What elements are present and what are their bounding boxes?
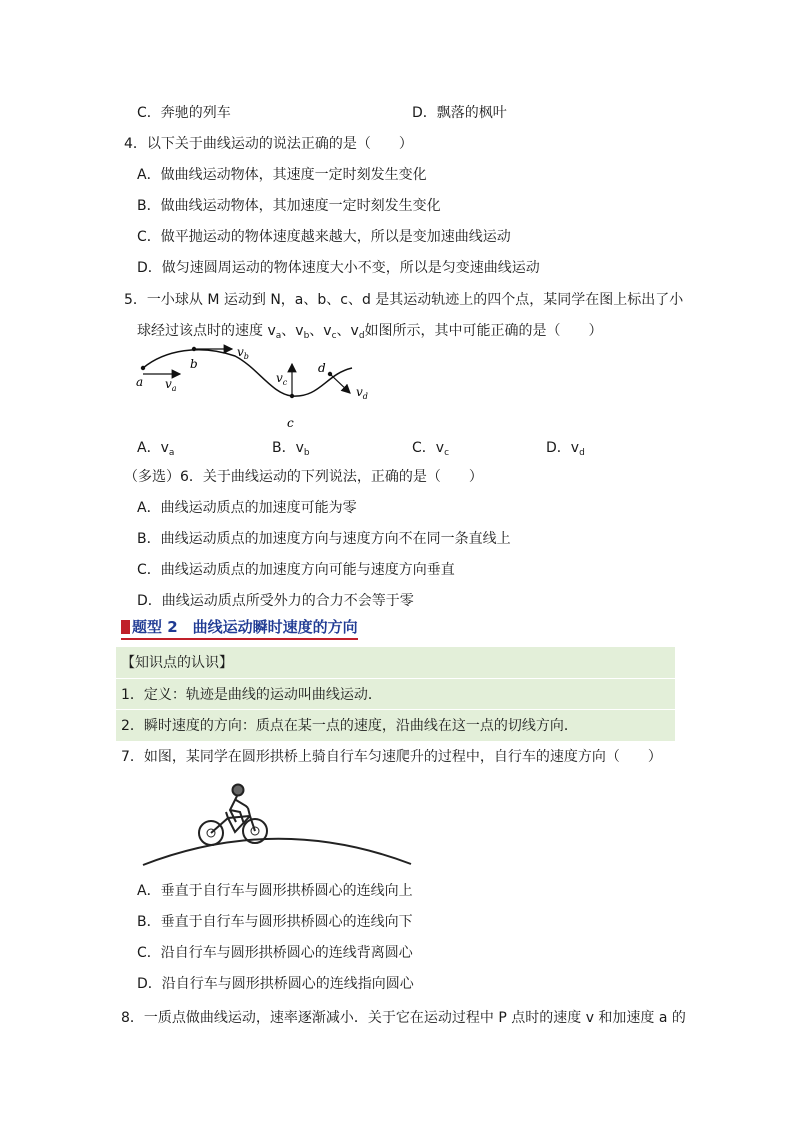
divider bbox=[116, 709, 675, 710]
q6-stem: （多选）6．关于曲线运动的下列说法，正确的是（ ） bbox=[124, 469, 483, 485]
q5-option-b-prefix: B．v bbox=[272, 440, 304, 456]
q5-stem-sub-a: a bbox=[275, 331, 282, 341]
divider bbox=[116, 678, 675, 679]
q5-option-a bbox=[137, 438, 174, 463]
q5-option-b-sub: b bbox=[303, 448, 310, 458]
q7-option-d: D．沿自行车与圆形拱桥圆心的连线指向圆心 bbox=[137, 976, 414, 992]
label-v: v bbox=[276, 371, 283, 385]
q4-option-a: A．做曲线运动物体，其速度一定时刻发生变化 bbox=[137, 167, 427, 183]
q7-option-a: A．垂直于自行车与圆形拱桥圆心的连线向上 bbox=[137, 883, 413, 899]
label-d: d bbox=[318, 361, 326, 375]
q7-bridge-figure bbox=[140, 780, 415, 868]
knowledge-item-definition: 1．定义：轨迹是曲线的运动叫曲线运动． bbox=[121, 687, 382, 703]
q4-option-b: B．做曲线运动物体，其加速度一定时刻发生变化 bbox=[137, 198, 441, 214]
label-a: a bbox=[136, 375, 144, 389]
label-va-sub: a bbox=[171, 384, 177, 393]
q5-option-a-prefix: A．v bbox=[137, 440, 169, 456]
q5-option-b bbox=[272, 438, 310, 463]
q5-stem-sub-c: c bbox=[331, 331, 337, 341]
q5-stem-sep: 、v bbox=[336, 323, 359, 339]
q8-stem: 8．一质点做曲线运动，速率逐渐减小．关于它在运动过程中 P 点时的速度 v 和加速度 a 的 bbox=[121, 1010, 686, 1026]
q4-option-d: D．做匀速圆周运动的物体速度大小不变，所以是匀变速曲线运动 bbox=[137, 260, 540, 276]
q3-option-d: D．飘落的枫叶 bbox=[412, 105, 507, 121]
q5-option-c bbox=[412, 438, 449, 463]
label-c: c bbox=[287, 416, 294, 430]
q5-option-c-prefix: C．v bbox=[412, 440, 445, 456]
label-vd bbox=[356, 385, 368, 401]
q6-option-a: A．曲线运动质点的加速度可能为零 bbox=[137, 500, 357, 516]
label-vb bbox=[237, 345, 249, 361]
q5-stem-line2 bbox=[137, 321, 603, 346]
q7-option-c: C．沿自行车与圆形拱桥圆心的连线背离圆心 bbox=[137, 945, 413, 961]
q5-option-d-sub: d bbox=[579, 448, 585, 458]
knowledge-title: 【知识点的认识】 bbox=[121, 655, 233, 671]
section-heading bbox=[121, 616, 358, 638]
velocity-arrow-d bbox=[330, 374, 350, 393]
label-v: v bbox=[356, 385, 363, 399]
q6-option-d: D．曲线运动质点所受外力的合力不会等于零 bbox=[137, 593, 414, 609]
q5-option-a-sub: a bbox=[168, 448, 175, 458]
q5-option-d bbox=[546, 438, 585, 463]
q4-stem: 4．以下关于曲线运动的说法正确的是（ ） bbox=[124, 136, 413, 152]
q5-stem-suffix: 如图所示，其中可能正确的是（ ） bbox=[364, 323, 603, 339]
knowledge-item-velocity-direction: 2．瞬时速度的方向：质点在某一点的速度，沿曲线在这一点的切线方向． bbox=[121, 718, 578, 734]
q5-stem-prefix: 球经过该点时的速度 v bbox=[137, 323, 276, 339]
q4-option-c: C．做平抛运动的物体速度越来越大，所以是变加速曲线运动 bbox=[137, 229, 511, 245]
q6-option-b: B．曲线运动质点的加速度方向与速度方向不在同一条直线上 bbox=[137, 531, 511, 547]
label-vd-sub: d bbox=[362, 392, 368, 401]
label-vc-sub: c bbox=[282, 378, 288, 387]
label-v: v bbox=[237, 345, 244, 359]
point-a bbox=[141, 366, 145, 370]
section-title: 题型 2 曲线运动瞬时速度的方向 bbox=[132, 618, 358, 636]
label-va bbox=[165, 377, 177, 393]
cyclist-icon bbox=[199, 785, 267, 846]
label-vc bbox=[276, 371, 288, 387]
q6-option-c: C．曲线运动质点的加速度方向可能与速度方向垂直 bbox=[137, 562, 455, 578]
q5-stem-sep: 、v bbox=[281, 323, 304, 339]
q5-option-c-sub: c bbox=[444, 448, 450, 458]
q5-stem-sub-d: d bbox=[358, 331, 365, 341]
q5-stem-sub-b: b bbox=[303, 331, 310, 341]
q5-trajectory-figure bbox=[130, 344, 380, 434]
q5-option-d-prefix: D．v bbox=[546, 440, 580, 456]
label-b: b bbox=[190, 357, 198, 371]
label-vb-sub: b bbox=[243, 352, 249, 361]
rider-head bbox=[233, 785, 244, 796]
knowledge-box bbox=[116, 647, 675, 741]
q7-stem: 7．如图，某同学在圆形拱桥上骑自行车匀速爬升的过程中，自行车的速度方向（ ） bbox=[121, 749, 662, 765]
q7-option-b: B．垂直于自行车与圆形拱桥圆心的连线向下 bbox=[137, 914, 413, 930]
heading-marker-icon bbox=[121, 620, 130, 634]
q5-stem-line1: 5．一小球从 M 运动到 N，a、b、c、d 是其运动轨迹上的四个点，某同学在图上标出了小 bbox=[124, 292, 684, 308]
arch-bridge bbox=[143, 839, 411, 865]
label-v: v bbox=[165, 377, 172, 391]
q3-option-c: C．奔驰的列车 bbox=[137, 105, 231, 121]
q5-stem-sep: 、v bbox=[309, 323, 332, 339]
heading-underline bbox=[121, 638, 358, 640]
